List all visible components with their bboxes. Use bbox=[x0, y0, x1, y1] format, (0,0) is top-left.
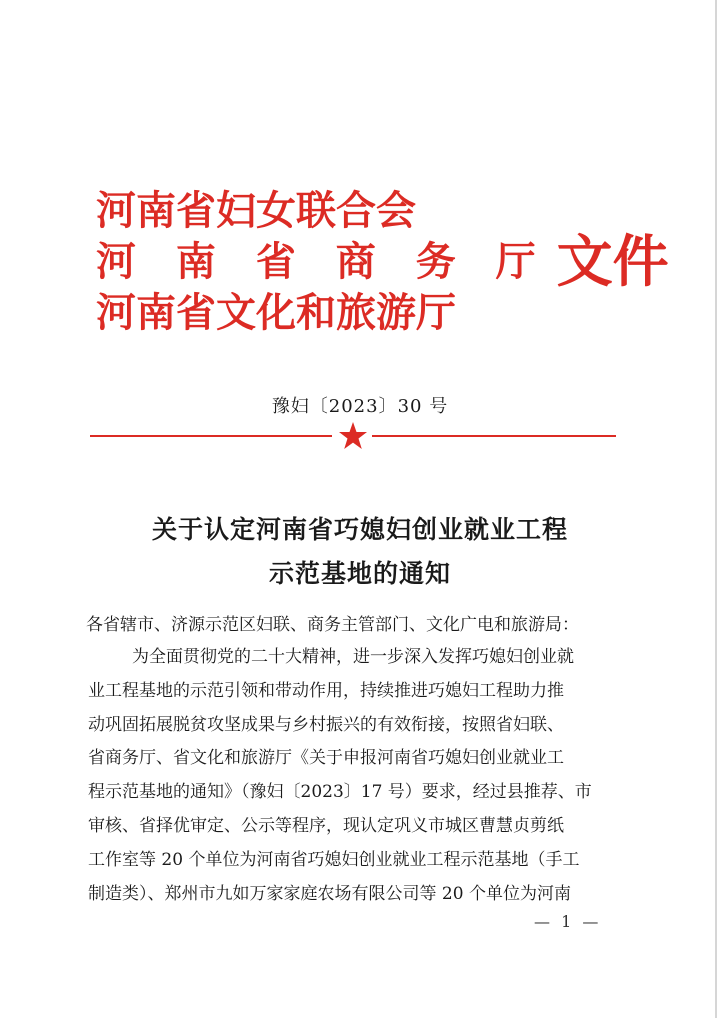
page-edge-shadow bbox=[715, 0, 717, 1018]
red-divider-right bbox=[372, 435, 616, 437]
body-line: 省商务厅、省文化和旅游厅《关于申报河南省巧媳妇创业就业工 bbox=[88, 748, 564, 769]
issuer-womens-federation: 河南省妇女联合会 bbox=[96, 188, 416, 234]
document-title-line-2: 示范基地的通知 bbox=[268, 559, 451, 588]
body-line: 制造类）、郑州市九如万家家庭农场有限公司等 20 个单位为河南 bbox=[88, 883, 571, 904]
issuer-commerce-department: 河 南 省 商 务 厅 bbox=[96, 239, 549, 285]
page-number: — 1 — bbox=[534, 912, 602, 931]
red-divider-left bbox=[90, 435, 332, 437]
star-icon bbox=[338, 421, 368, 451]
salutation: 各省辖市、济源示范区妇联、商务主管部门、文化广电和旅游局： bbox=[86, 615, 579, 635]
issuing-authorities-header bbox=[96, 186, 669, 339]
body-line: 工作室等 20 个单位为河南省巧媳妇创业就业工程示范基地（手工 bbox=[88, 849, 580, 870]
body-line: 为全面贯彻党的二十大精神，进一步深入发挥巧媳妇创业就 bbox=[132, 647, 574, 667]
body-line: 审核、省择优审定、公示等程序，现认定巩义市城区曹慧贞剪纸 bbox=[88, 815, 564, 836]
document-suffix: 文件 bbox=[556, 229, 669, 295]
body-line: 业工程基地的示范引领和带动作用，持续推进巧媳妇工程助力推 bbox=[88, 680, 564, 701]
document-number: 豫妇〔2023〕30 号 bbox=[271, 396, 449, 417]
body-line: 程示范基地的通知》（豫妇〔2023〕17 号）要求，经过县推荐、市 bbox=[88, 782, 592, 803]
body-paragraph bbox=[88, 641, 648, 911]
document-title-line-1: 关于认定河南省巧媳妇创业就业工程 bbox=[151, 515, 568, 544]
body-line: 动巩固拓展脱贫攻坚成果与乡村振兴的有效衔接，按照省妇联、 bbox=[88, 714, 564, 735]
issuer-culture-tourism-department: 河南省文化和旅游厅 bbox=[96, 290, 456, 336]
